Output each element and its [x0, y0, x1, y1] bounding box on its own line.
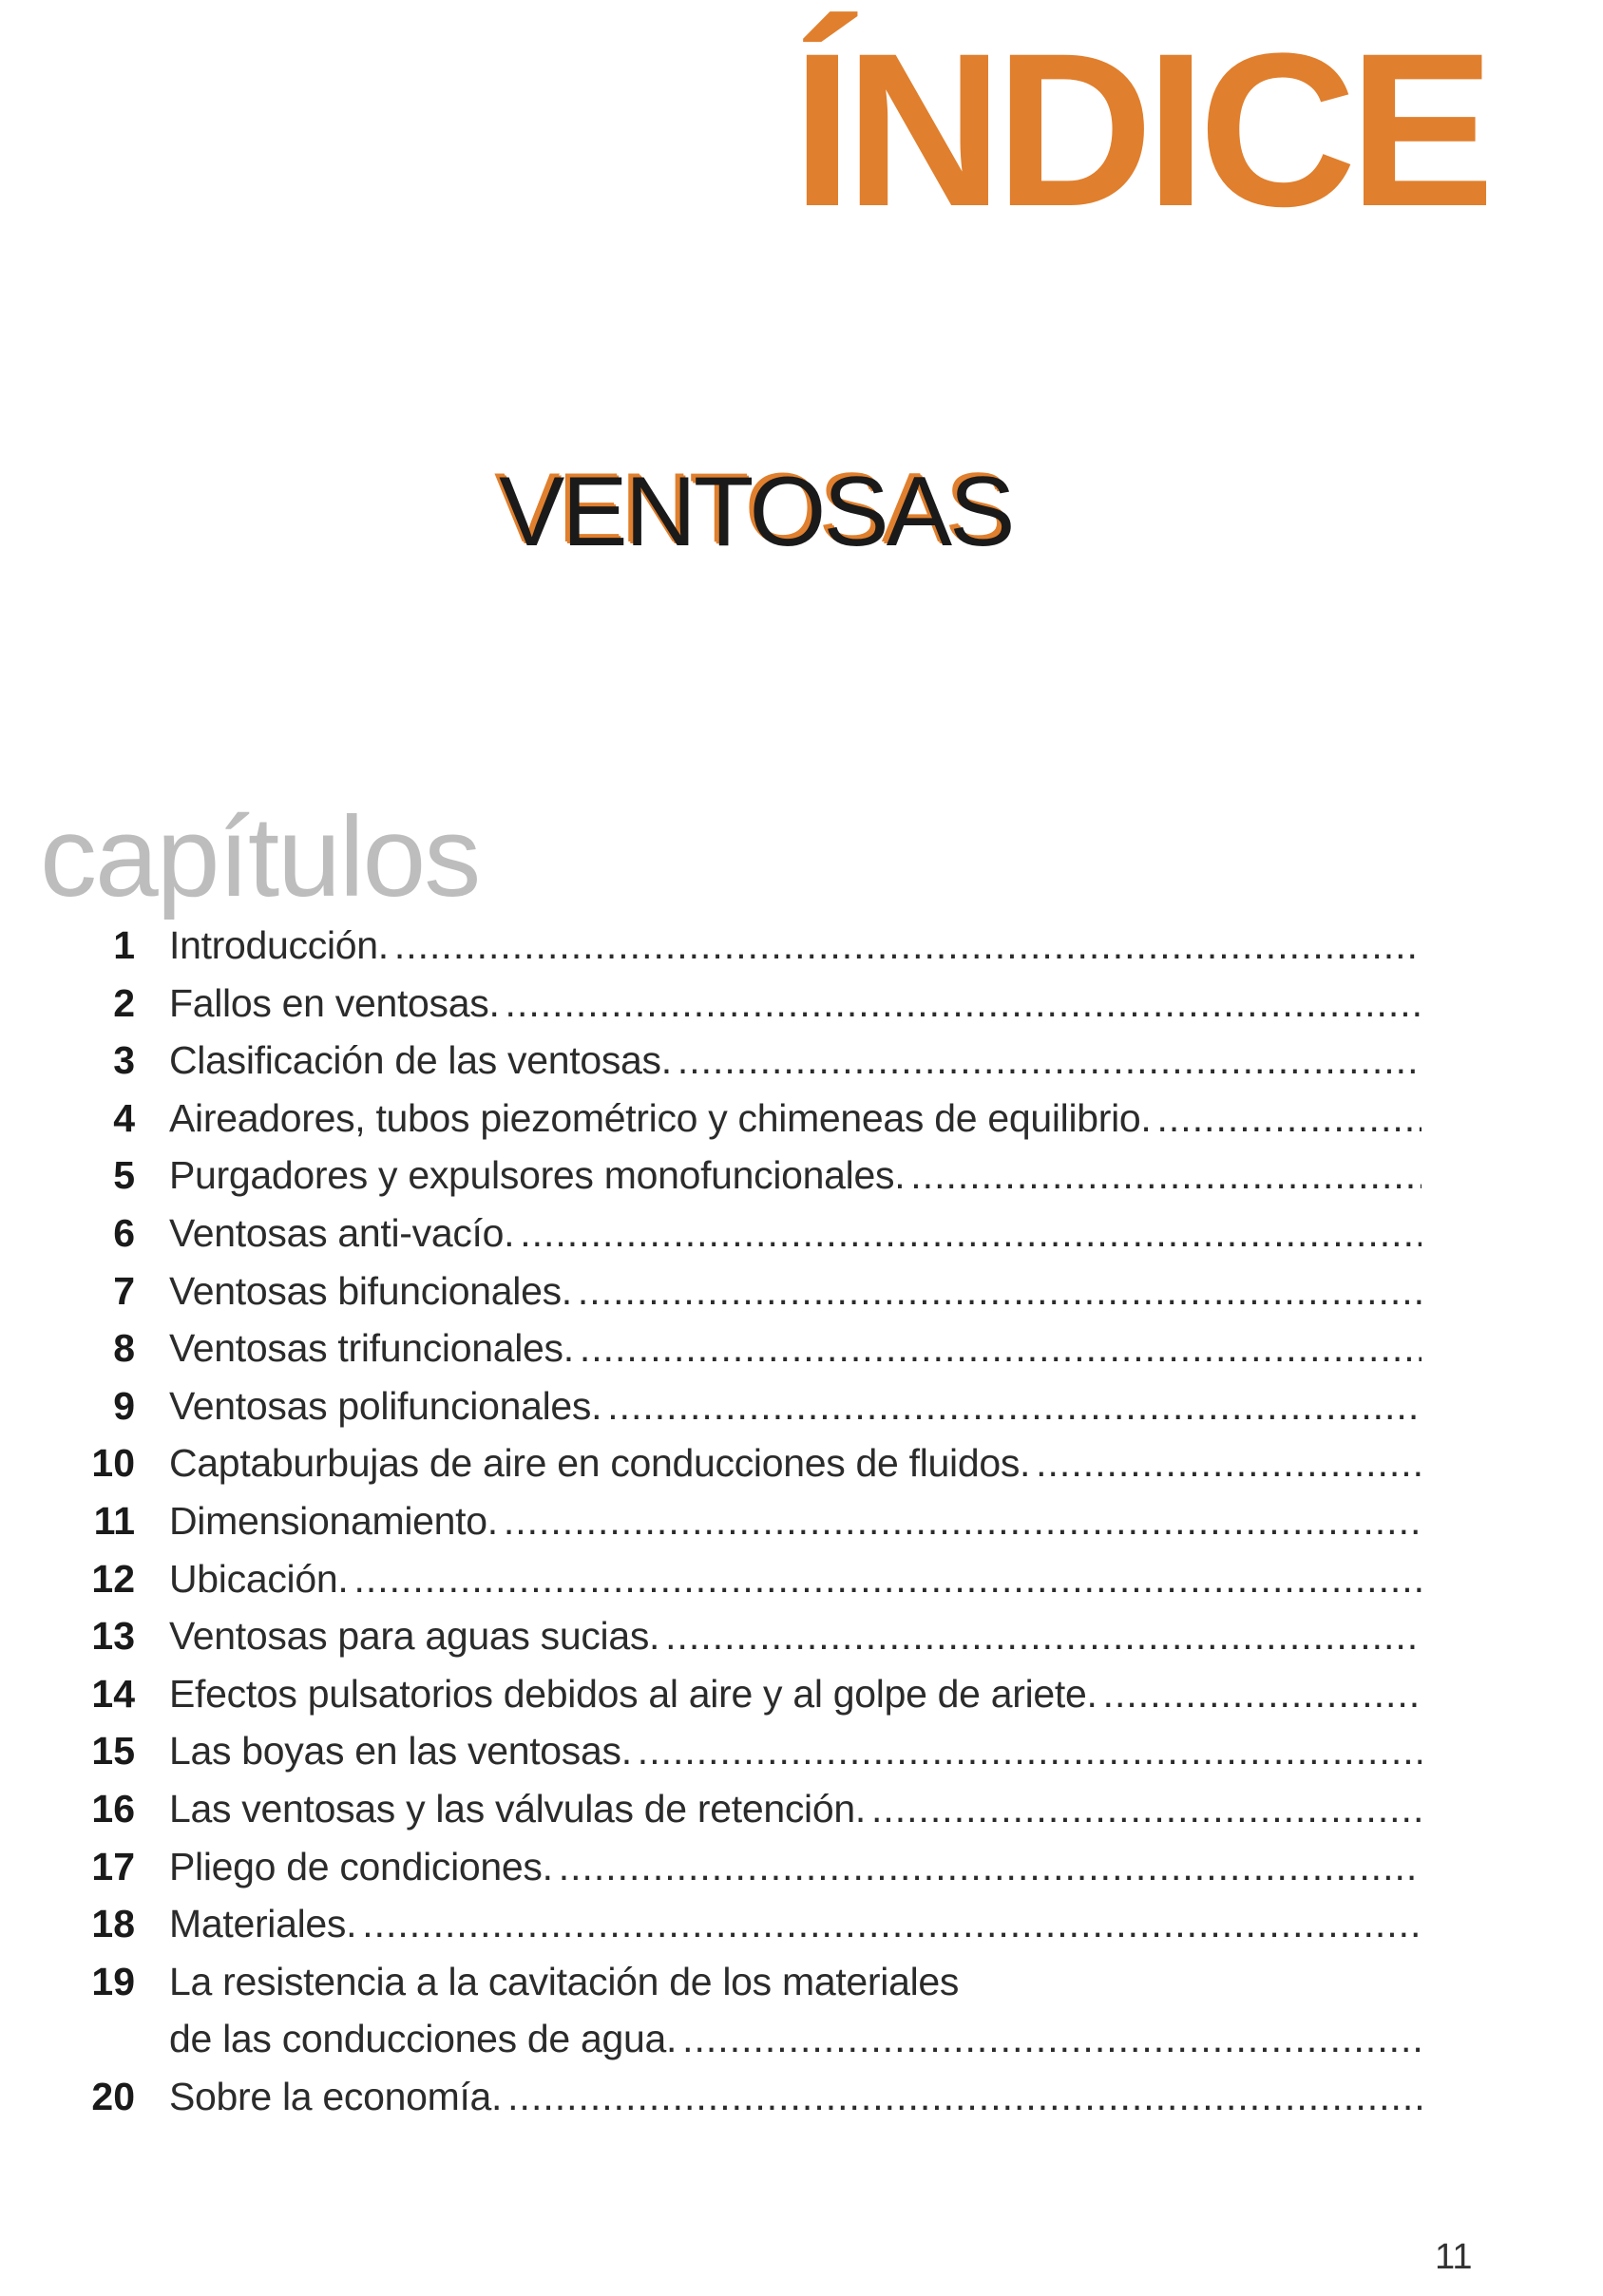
chapter-title: Pliego de condiciones. — [169, 1844, 553, 1888]
subject-title: VENTOSAS — [499, 457, 1013, 567]
chapter-title-line — [76, 1377, 1422, 1435]
dot-leader — [665, 1607, 1422, 1665]
chapter-title: Ventosas para aguas sucias. — [169, 1614, 660, 1659]
chapter-title: Las ventosas y las válvulas de retención. — [169, 1786, 866, 1831]
dot-leader — [910, 1147, 1422, 1205]
dot-leader — [578, 1262, 1422, 1320]
chapter-number: 5 — [113, 1153, 135, 1198]
chapter-title: Clasificación de las ventosas. — [169, 1038, 672, 1083]
chapter-title: Efectos pulsatorios debidos al aire y al golpe de ariete. — [169, 1671, 1097, 1716]
chapter-number: 12 — [91, 1556, 135, 1601]
chapter-title-line — [76, 975, 1422, 1033]
dot-leader — [353, 1550, 1422, 1608]
toc-entry — [76, 975, 1422, 1033]
toc-entry — [76, 1780, 1422, 1838]
toc-entry — [76, 1377, 1422, 1435]
chapter-title-line — [76, 917, 1422, 975]
chapters-heading: capítulos — [40, 793, 480, 920]
dot-leader — [559, 1838, 1422, 1896]
chapter-title: Ventosas bifuncionales. — [169, 1268, 572, 1313]
chapter-title: Las boyas en las ventosas. — [169, 1729, 632, 1774]
chapter-title: Introducción. — [169, 923, 389, 967]
page-title: ÍNDICE — [792, 8, 1487, 252]
toc-entry — [76, 1032, 1422, 1090]
chapter-title-line — [76, 1319, 1422, 1377]
toc-entry — [76, 1722, 1422, 1780]
dot-leader — [362, 1895, 1422, 1953]
chapter-number: 17 — [91, 1844, 135, 1888]
chapter-title-line — [76, 1838, 1422, 1896]
toc-entry — [76, 1262, 1422, 1320]
chapter-title: Sobre la economía. — [169, 2074, 503, 2118]
chapter-title-line — [76, 2068, 1422, 2126]
chapter-number: 15 — [91, 1729, 135, 1774]
dot-leader — [871, 1780, 1422, 1838]
dot-leader — [507, 2068, 1422, 2126]
dot-leader — [638, 1722, 1422, 1780]
chapter-number: 18 — [91, 1902, 135, 1946]
dot-leader — [504, 1492, 1422, 1550]
chapter-title-line — [76, 1665, 1422, 1723]
chapter-number: 20 — [91, 2074, 135, 2118]
chapter-title-line — [76, 1722, 1422, 1780]
chapter-title: Dimensionamiento. — [169, 1498, 498, 1543]
dot-leader — [607, 1377, 1422, 1435]
chapter-number: 8 — [113, 1326, 135, 1371]
chapter-number: 10 — [91, 1441, 135, 1486]
toc-entry — [76, 1147, 1422, 1205]
chapter-title: de las conducciones de agua. — [169, 2017, 677, 2061]
chapter-title-line — [76, 1780, 1422, 1838]
chapter-title-line — [76, 1090, 1422, 1148]
chapter-title-line — [76, 1262, 1422, 1320]
dot-leader — [682, 2010, 1422, 2068]
chapter-title-line — [76, 1434, 1422, 1492]
toc-entry — [76, 2068, 1422, 2126]
page-number: 11 — [1435, 2237, 1473, 2277]
chapter-title-line — [76, 1205, 1422, 1262]
dot-leader — [677, 1032, 1422, 1090]
chapter-number: 3 — [113, 1038, 135, 1083]
dot-leader — [1157, 1090, 1422, 1148]
chapter-number: 11 — [93, 1498, 135, 1543]
chapter-title: Fallos en ventosas. — [169, 980, 500, 1025]
chapter-number: 16 — [91, 1786, 135, 1831]
table-of-contents — [76, 917, 1422, 2125]
chapter-number: 6 — [113, 1210, 135, 1255]
toc-entry — [76, 1550, 1422, 1608]
chapter-title-line — [76, 1550, 1422, 1608]
chapter-title-line — [76, 2010, 1422, 2068]
toc-entry — [76, 1895, 1422, 1953]
chapter-number: 13 — [91, 1614, 135, 1659]
toc-entry — [76, 1838, 1422, 1896]
chapter-title: Ventosas polifuncionales. — [169, 1383, 602, 1428]
toc-entry — [76, 1492, 1422, 1550]
toc-entry — [76, 1090, 1422, 1148]
dot-leader — [580, 1319, 1422, 1377]
chapter-number: 4 — [113, 1095, 135, 1140]
chapter-number: 7 — [113, 1268, 135, 1313]
chapter-title: Purgadores y expulsores monofuncionales. — [169, 1153, 906, 1198]
dot-leader — [1103, 1665, 1422, 1723]
chapter-number: 9 — [113, 1383, 135, 1428]
chapter-number: 1 — [113, 923, 135, 967]
toc-entry — [76, 1434, 1422, 1492]
toc-entry — [76, 1665, 1422, 1723]
toc-entry — [76, 1607, 1422, 1665]
chapter-title-line — [76, 1953, 1422, 2011]
chapter-title-line — [76, 1607, 1422, 1665]
toc-entry — [76, 1953, 1422, 2068]
dot-leader — [1036, 1434, 1422, 1492]
chapter-title: Ventosas trifuncionales. — [169, 1326, 574, 1371]
chapter-title: Ubicación. — [169, 1556, 349, 1601]
chapter-title: La resistencia a la cavitación de los materiales — [169, 1959, 960, 2003]
chapter-title: Materiales. — [169, 1902, 357, 1946]
dot-leader — [520, 1205, 1422, 1262]
toc-entry — [76, 917, 1422, 975]
toc-entry — [76, 1319, 1422, 1377]
chapter-title-line — [76, 1032, 1422, 1090]
chapter-title: Ventosas anti-vacío. — [169, 1210, 515, 1255]
chapter-title-line — [76, 1147, 1422, 1205]
chapter-title-line — [76, 1492, 1422, 1550]
toc-entry — [76, 1205, 1422, 1262]
dot-leader — [506, 975, 1422, 1033]
chapter-number: 2 — [113, 980, 135, 1025]
chapter-title-line — [76, 1895, 1422, 1953]
chapter-number: 19 — [91, 1959, 135, 2003]
chapter-title: Captaburbujas de aire en conducciones de fluidos. — [169, 1441, 1031, 1486]
chapter-title: Aireadores, tubos piezométrico y chimeneas de equilibrio. — [169, 1095, 1152, 1140]
chapter-number: 14 — [91, 1671, 135, 1716]
dot-leader — [394, 917, 1422, 975]
